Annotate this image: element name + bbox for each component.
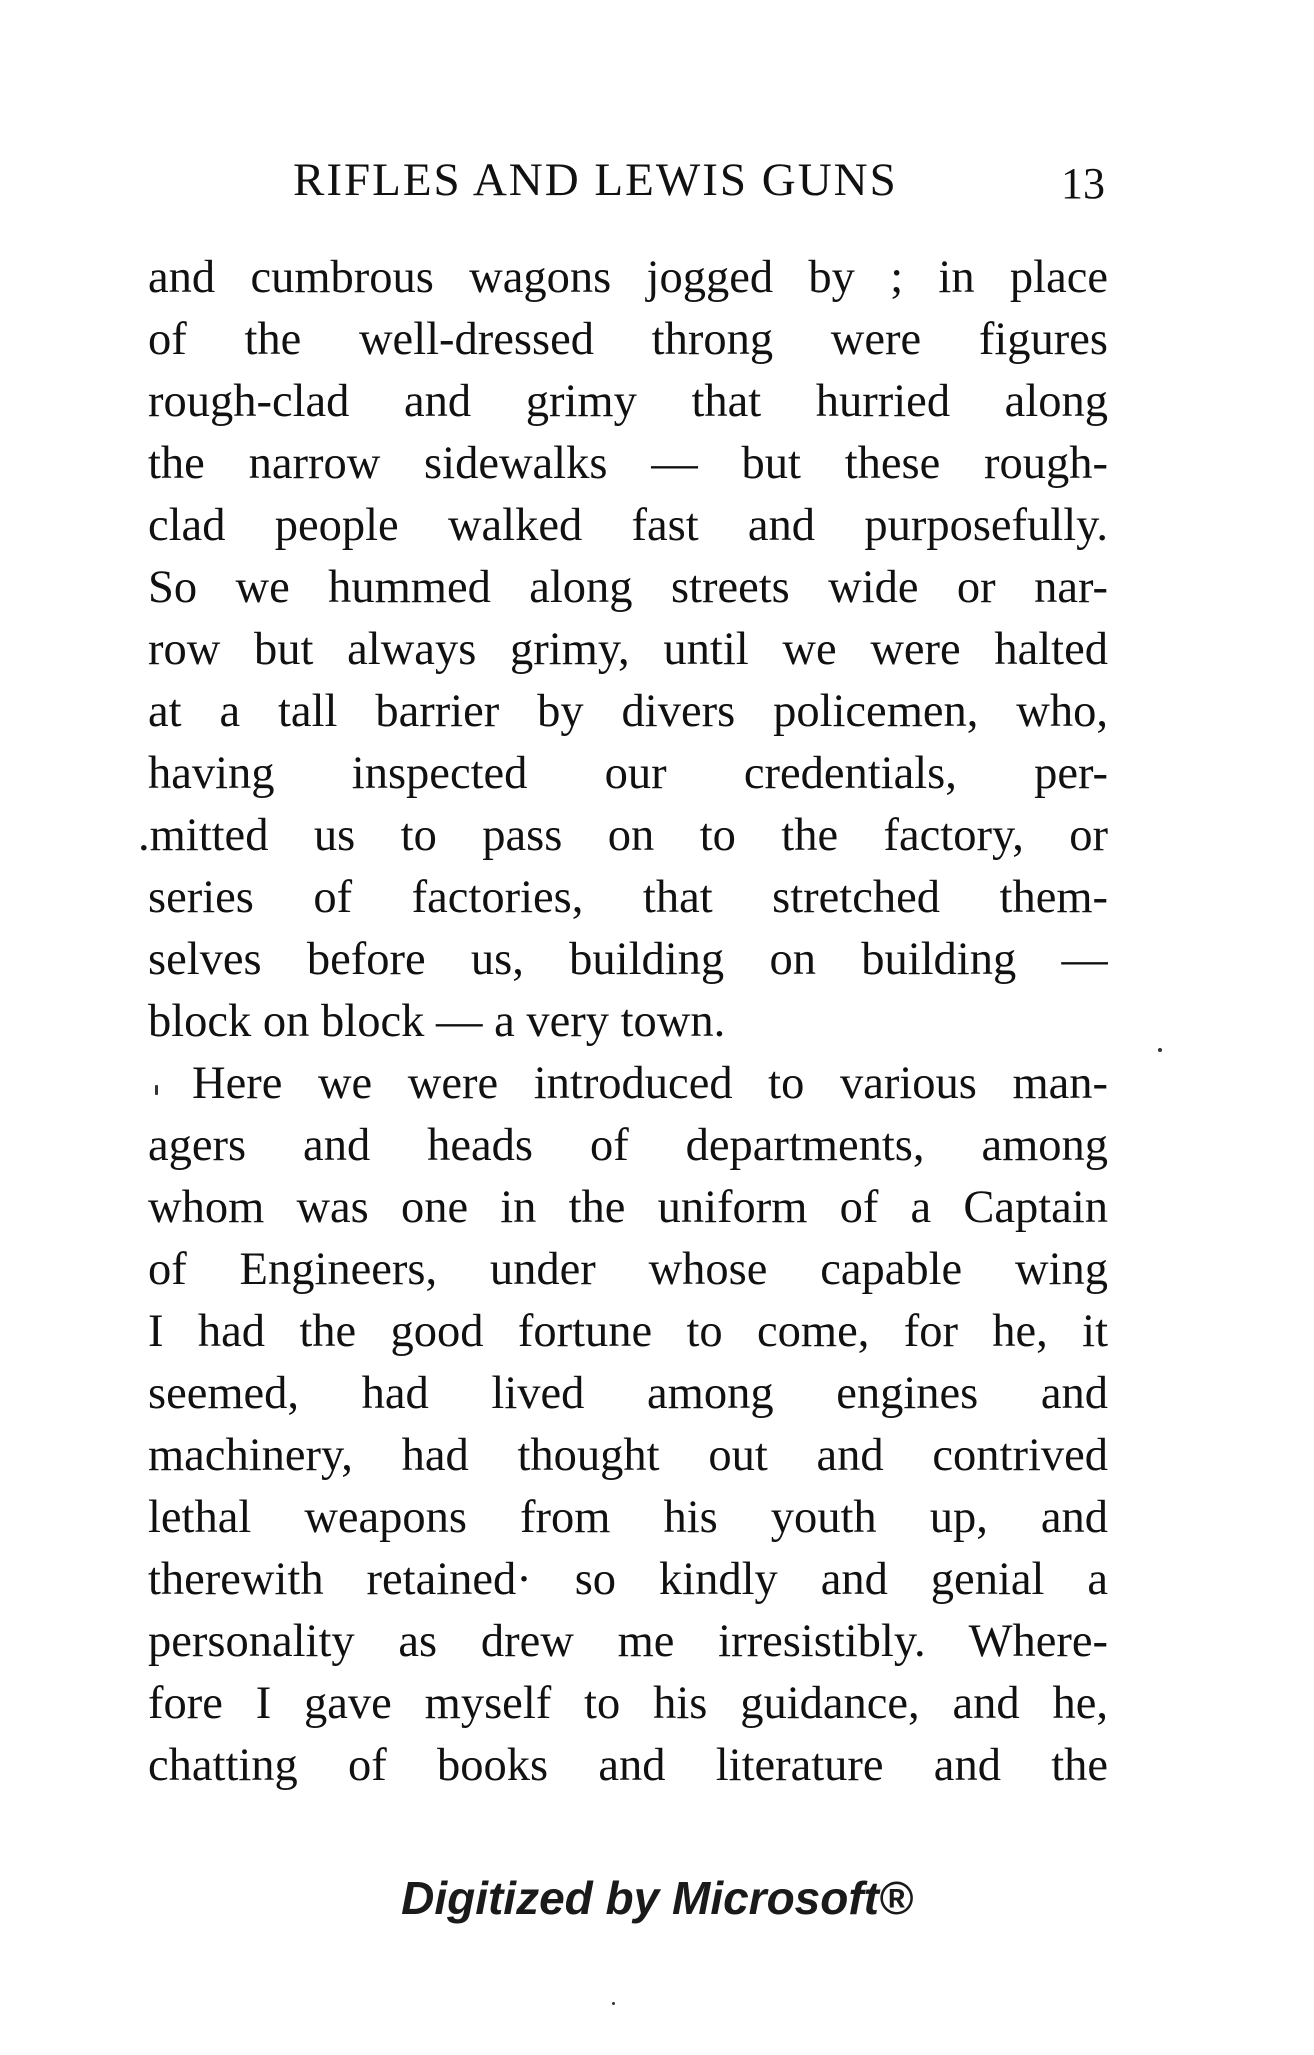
text-line: of Engineers, under whose capable wing xyxy=(148,1244,1108,1295)
text-line: personality as drew me irresistibly. Where- xyxy=(148,1616,1108,1667)
text-line: series of factories, that stretched them- xyxy=(148,872,1108,923)
body-text xyxy=(138,247,1108,1797)
text-line: agers and heads of departments, among xyxy=(148,1120,1108,1171)
running-title: RIFLES AND LEWIS GUNS xyxy=(293,154,898,206)
text-line: of the well-dressed throng were figures xyxy=(148,314,1108,365)
text-line: fore I gave myself to his guidance, and he, xyxy=(148,1678,1108,1729)
scan-speck xyxy=(155,1085,158,1095)
text-line: I had the good fortune to come, for he, it xyxy=(148,1306,1108,1357)
text-line: So we hummed along streets wide or nar- xyxy=(148,562,1108,613)
text-line: selves before us, building on building — xyxy=(148,934,1108,985)
text-line: the narrow sidewalks — but these rough- xyxy=(148,438,1108,489)
page-number: 13 xyxy=(1061,159,1105,208)
running-head xyxy=(293,150,1113,210)
text-line: having inspected our credentials, per- xyxy=(148,748,1108,799)
text-line: chatting of books and literature and the xyxy=(148,1740,1108,1791)
text-line: Here we were introduced to various man- xyxy=(192,1058,1108,1109)
text-line: row but always grimy, until we were halted xyxy=(148,624,1108,675)
scan-speck xyxy=(612,2002,615,2005)
digitized-watermark: Digitized by Microsoft® xyxy=(401,1872,913,1924)
text-line: at a tall barrier by divers policemen, who, xyxy=(148,686,1108,737)
text-line: block on block — a very town. xyxy=(148,996,726,1047)
text-line: .mitted us to pass on to the factory, or xyxy=(138,810,1108,861)
text-line: therewith retained· so kindly and genial a xyxy=(148,1554,1108,1605)
text-line: rough-clad and grimy that hurried along xyxy=(148,376,1108,427)
text-line: seemed, had lived among engines and xyxy=(148,1368,1108,1419)
text-line: whom was one in the uniform of a Captain xyxy=(148,1182,1108,1233)
text-line: and cumbrous wagons jogged by ; in place xyxy=(148,252,1108,303)
text-line: lethal weapons from his youth up, and xyxy=(148,1492,1108,1543)
text-line: clad people walked fast and purposefully. xyxy=(148,500,1108,551)
scan-speck xyxy=(1158,1048,1162,1052)
text-line: machinery, had thought out and contrived xyxy=(148,1430,1108,1481)
